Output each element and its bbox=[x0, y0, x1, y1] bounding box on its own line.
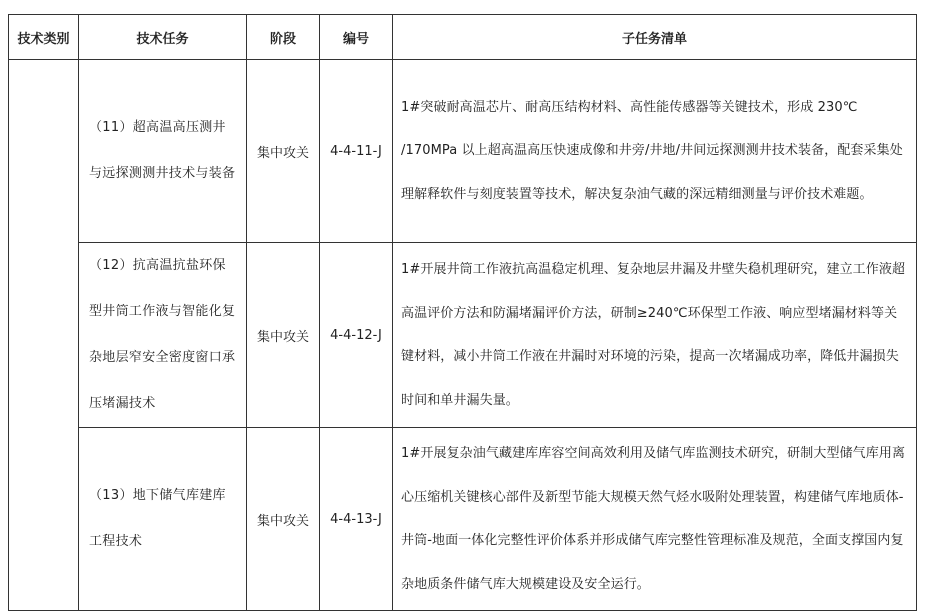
subtask-cell: 1#突破耐高温芯片、耐高压结构材料、高性能传感器等关键技术，形成 230℃ /170MPa 以上超高温高压快速成像和井旁/井地/井间远探测测井技术装备，配套采集处理解释软件与刻度装置等技术，解决复杂油气藏的深远精细测量与评价技术难题。 bbox=[393, 60, 917, 243]
code-cell: 4-4-12-J bbox=[320, 243, 393, 428]
subtask-cell: 1#开展复杂油气藏建库库容空间高效利用及储气库监测技术研究，研制大型储气库用离心压缩机关键核心部件及新型节能大规模天然气烃水吸附处理装置，构建储气库地质体-井筒-地面一体化完整性评价体系并形成储气库完整性管理标准及规范，全面支撑国内复杂地质条件储气库大规模建设及安全运行。 bbox=[393, 428, 917, 611]
code-cell: 4-4-13-J bbox=[320, 428, 393, 611]
tech-task-table bbox=[8, 14, 917, 611]
header-code: 编号 bbox=[320, 15, 393, 60]
header-subtasks: 子任务清单 bbox=[393, 15, 917, 60]
table-header-row bbox=[9, 15, 917, 60]
code-cell: 4-4-11-J bbox=[320, 60, 393, 243]
header-stage: 阶段 bbox=[247, 15, 320, 60]
stage-cell: 集中攻关 bbox=[247, 428, 320, 611]
header-category: 技术类别 bbox=[9, 15, 79, 60]
table-row bbox=[9, 243, 917, 428]
task-cell: （11）超高温高压测井与远探测测井技术与装备 bbox=[79, 60, 247, 243]
table-row bbox=[9, 60, 917, 243]
stage-cell: 集中攻关 bbox=[247, 60, 320, 243]
header-task: 技术任务 bbox=[79, 15, 247, 60]
subtask-cell: 1#开展井筒工作液抗高温稳定机理、复杂地层井漏及井壁失稳机理研究，建立工作液超高温评价方法和防漏堵漏评价方法，研制≥240℃环保型工作液、响应型堵漏材料等关键材料，减小井筒工作液在井漏时对环境的污染，提高一次堵漏成功率，降低井漏损失时间和单井漏失量。 bbox=[393, 243, 917, 428]
stage-cell: 集中攻关 bbox=[247, 243, 320, 428]
table-row bbox=[9, 428, 917, 611]
task-cell: （12）抗高温抗盐环保型井筒工作液与智能化复杂地层窄安全密度窗口承压堵漏技术 bbox=[79, 243, 247, 428]
category-cell bbox=[9, 60, 79, 611]
task-cell: （13）地下储气库建库工程技术 bbox=[79, 428, 247, 611]
